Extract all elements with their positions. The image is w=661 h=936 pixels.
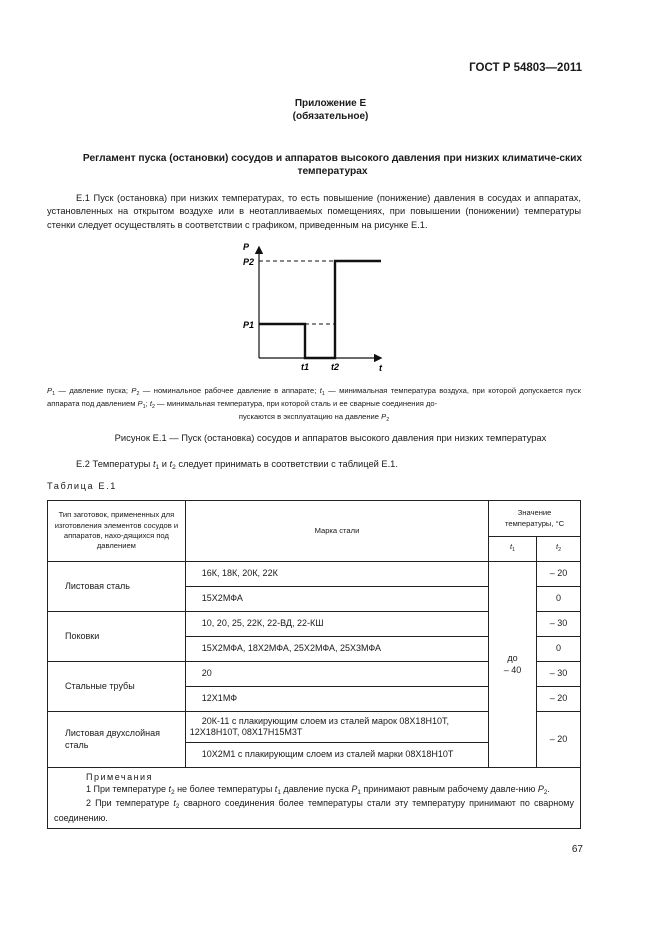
t2-label: t2 xyxy=(331,362,340,372)
table-e1 xyxy=(47,500,581,829)
x-axis-label: t xyxy=(379,363,382,373)
figure-legend: $P_1$ — давление пуска; $P_2$ — номинальное рабочее давление в аппарате; $t_1$ — минимальная температура воздуха, при которой допускается пуск аппарата под давлением $P_1$; $t_2$ — минимальная температура, при которой сталь и ее сварные соединения до- пускаются в эксплуатацию на давление $P_2$ xyxy=(47,386,581,423)
p2-label: P2 xyxy=(243,257,255,267)
grade-cell: 20К-11 с плакирующим слоем из сталей марок 08Х18Н10Т, 12Х18Н10Т, 08Х17Н15М3Т xyxy=(185,712,488,743)
appendix-heading xyxy=(0,97,661,123)
table-label: Таблица Е.1 xyxy=(47,481,117,491)
t2-value: – 30 xyxy=(537,612,581,637)
y-axis-label: P xyxy=(243,242,250,252)
notes-title: Примечания xyxy=(86,772,153,782)
group-name: Поковки xyxy=(48,612,186,662)
grade-cell: 12Х1МФ xyxy=(185,687,488,712)
paragraph-e1: Е.1 Пуск (остановка) при низких температурах, то есть повышение (понижение) давления в сосудах и аппаратах, установленных на открытом воздухе или в неотапливаемых помещениях, при повышении (понижении) температуры стенки следует осуществлять в соответствии с графиком, приведенным на рисунке Е.1. xyxy=(47,193,581,230)
header-grade: Марка стали xyxy=(185,501,488,562)
header-type: Тип заготовок, примененных для изготовления элементов сосудов и аппаратов, нахо-дящихся под давлением xyxy=(48,501,186,562)
notes-row xyxy=(48,768,581,829)
t2-value: – 20 xyxy=(537,712,581,768)
appendix-status: (обязательное) xyxy=(292,111,369,122)
figure-caption: Рисунок Е.1 — Пуск (остановка) сосудов и аппаратов высокого давления при низких температурах xyxy=(114,432,547,443)
p1-label: P1 xyxy=(243,320,255,330)
section-title: Регламент пуска (остановки) сосудов и аппаратов высокого давления при низких климатиче-ских температурах xyxy=(82,153,583,177)
t2-value: 0 xyxy=(537,587,581,612)
grade-cell: 20 xyxy=(185,662,488,687)
note-1: 1 При температуре $t_2$ не более температуры $t_1$ давление пуска $P_1$ принимают равным рабочему давле-нию $P_2$. xyxy=(86,783,550,796)
grade-cell: 15Х2МФА xyxy=(185,587,488,612)
page-number: 67 xyxy=(571,844,583,855)
note-2: 2 При температуре $t_2$ сварного соединения более температуры стали эту температуру принимают по сварному соединению. xyxy=(54,798,574,823)
appendix-title: Приложение Е xyxy=(294,98,367,109)
table-notes xyxy=(48,768,581,829)
pressure-step-line xyxy=(259,261,381,358)
group-name: Листовая сталь xyxy=(48,562,186,612)
figure-e1-graph xyxy=(235,236,395,376)
paragraph-e2: Е.2 Температуры $t_1$ и $t_2$ следует принимать в соответствии с таблицей Е.1. xyxy=(76,459,398,471)
grade-cell: 15Х2МФА, 18Х2МФА, 25Х2МФА, 25Х3МФА xyxy=(185,637,488,662)
t1-label: t1 xyxy=(301,362,310,372)
table-row xyxy=(48,562,581,587)
group-name: Листовая двухслойная сталь xyxy=(48,712,186,768)
grade-cell: 10, 20, 25, 22К, 22-ВД, 22-КШ xyxy=(185,612,488,637)
group-name: Стальные трубы xyxy=(48,662,186,712)
t2-value: – 20 xyxy=(537,562,581,587)
t1-value: до – 40 xyxy=(489,562,537,768)
t2-value: 0 xyxy=(537,637,581,662)
t2-value: – 20 xyxy=(537,687,581,712)
document-code: ГОСТ Р 54803—2011 xyxy=(469,62,582,74)
grade-cell: 10Х2М1 с плакирующим слоем из сталей марки 08Х18Н10Т xyxy=(185,743,488,768)
t2-value: – 30 xyxy=(537,662,581,687)
header-t2: $t_2$ xyxy=(537,537,581,562)
grade-cell: 16К, 18К, 20К, 22К xyxy=(185,562,488,587)
header-t1: $t_1$ xyxy=(489,537,537,562)
header-value: Значение температуры, °С xyxy=(489,501,581,537)
table-header-row xyxy=(48,501,581,537)
